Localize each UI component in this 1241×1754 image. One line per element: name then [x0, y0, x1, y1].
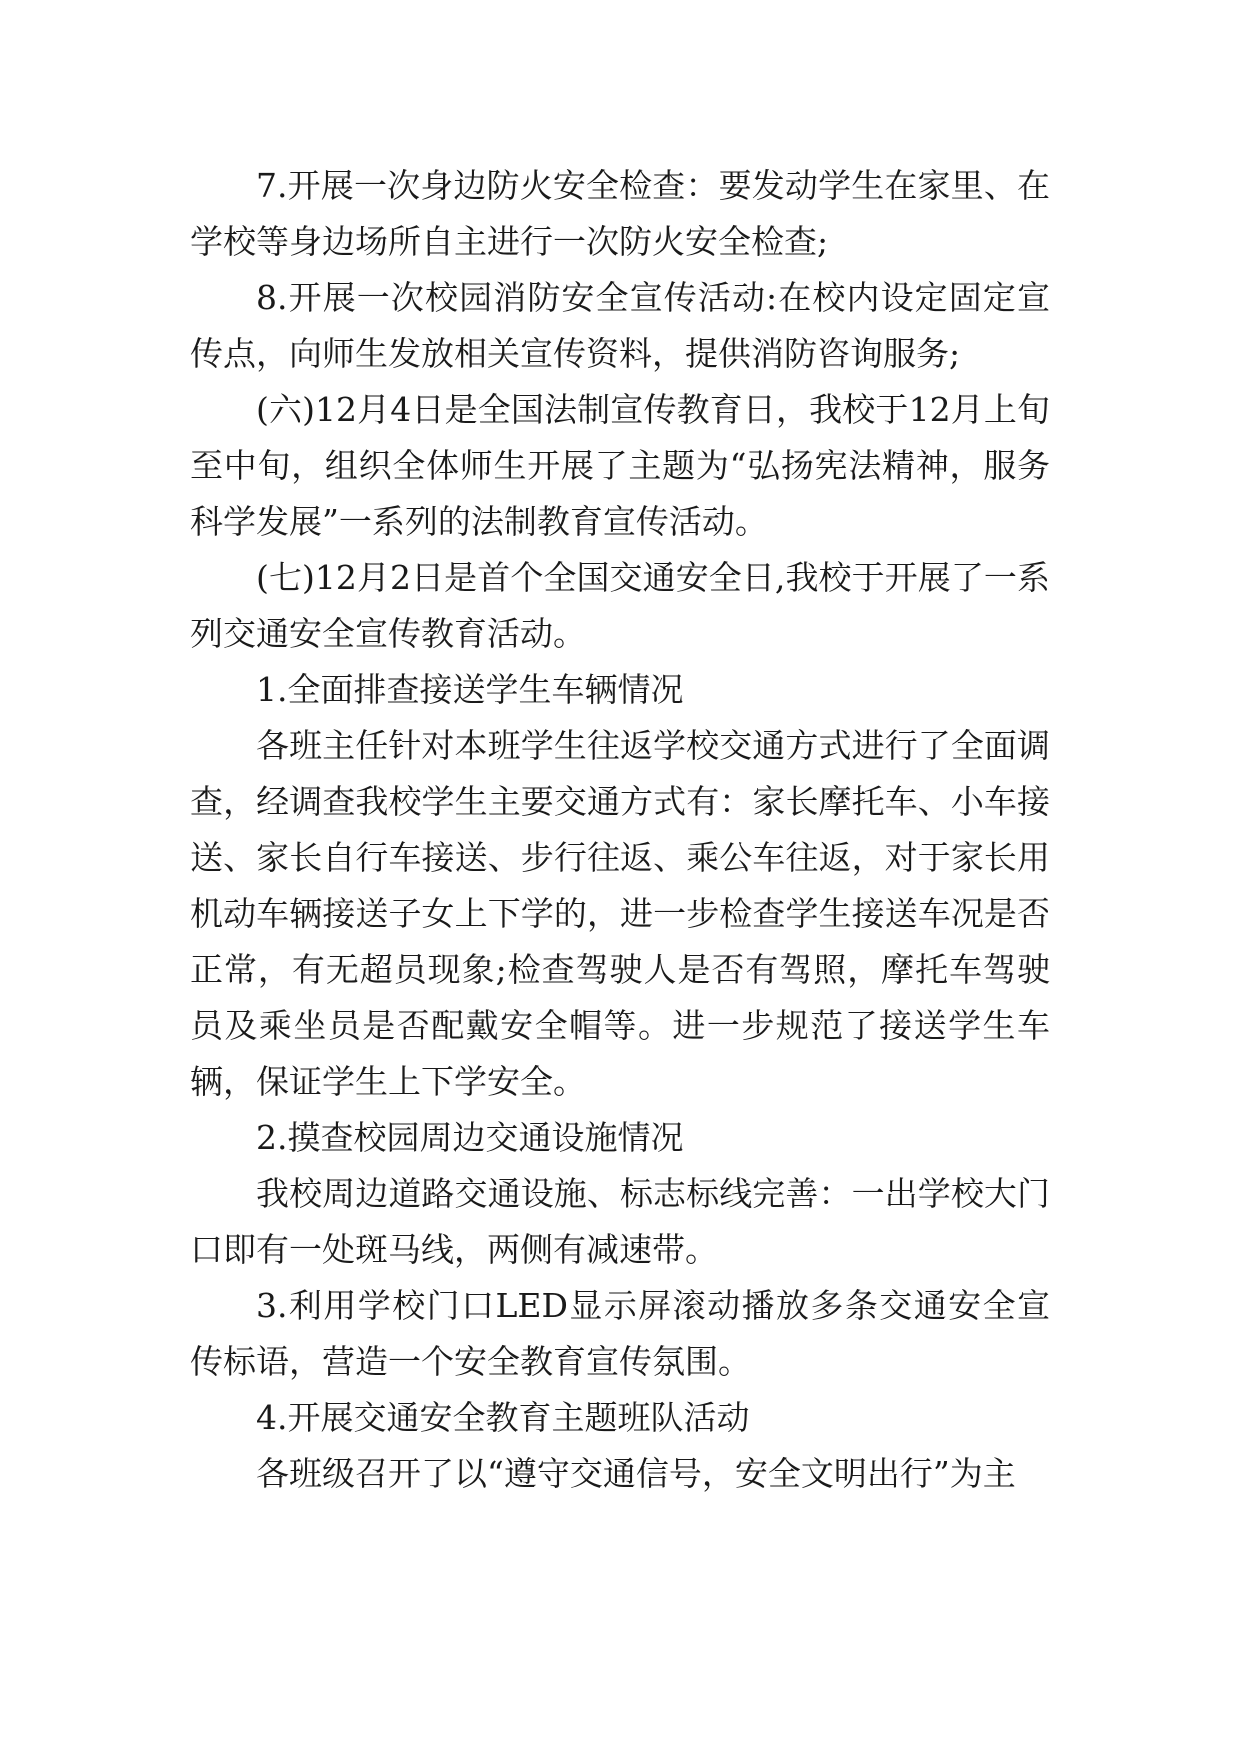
heading-class-activity: 4.开展交通安全教育主题班队活动: [256, 1398, 750, 1437]
paragraph-class-meeting: 各班级召开了以“遵守交通信号，安全文明出行”为主: [256, 1454, 1016, 1493]
paragraph-traffic-safety-day: (七)12月2日是首个全国交通安全日,我校于开展了一系列交通安全宣传教育活动。: [190, 558, 1050, 653]
paragraph-fire-check: 7.开展一次身边防火安全检查：要发动学生在家里、在学校等身边场所自主进行一次防火安全检查;: [190, 166, 1050, 261]
paragraph-facility-status: 我校周边道路交通设施、标志标线完善：一出学校大门口即有一处斑马线，两侧有减速带。: [190, 1174, 1050, 1269]
heading-vehicle-check: 1.全面排查接送学生车辆情况: [256, 670, 684, 709]
paragraph-vehicle-survey: 各班主任针对本班学生往返学校交通方式进行了全面调查，经调查我校学生主要交通方式有：家长摩托车、小车接送、家长自行车接送、步行往返、乘公车往返，对于家长用机动车辆接送子女上下学的，进一步检查学生接送车况是否正常，有无超员现象;检查驾驶人是否有驾照，摩托车驾驶员及乘坐员是否配戴安全帽等。进一步规范了接送学生车辆，保证学生上下学安全。: [190, 726, 1050, 1101]
paragraph-fire-publicity: 8.开展一次校园消防安全宣传活动:在校内设定固定宣传点，向师生发放相关宣传资料，提供消防咨询服务;: [190, 278, 1050, 373]
document-body: [190, 158, 1050, 1502]
paragraph-led-slogans: 3.利用学校门口LED显示屏滚动播放多条交通安全宣传标语，营造一个安全教育宣传氛围。: [190, 1286, 1050, 1381]
heading-facility-check: 2.摸查校园周边交通设施情况: [256, 1118, 684, 1157]
paragraph-legal-education-day: (六)12月4日是全国法制宣传教育日，我校于12月上旬至中旬，组织全体师生开展了主题为“弘扬宪法精神，服务科学发展”一系列的法制教育宣传活动。: [190, 390, 1050, 541]
